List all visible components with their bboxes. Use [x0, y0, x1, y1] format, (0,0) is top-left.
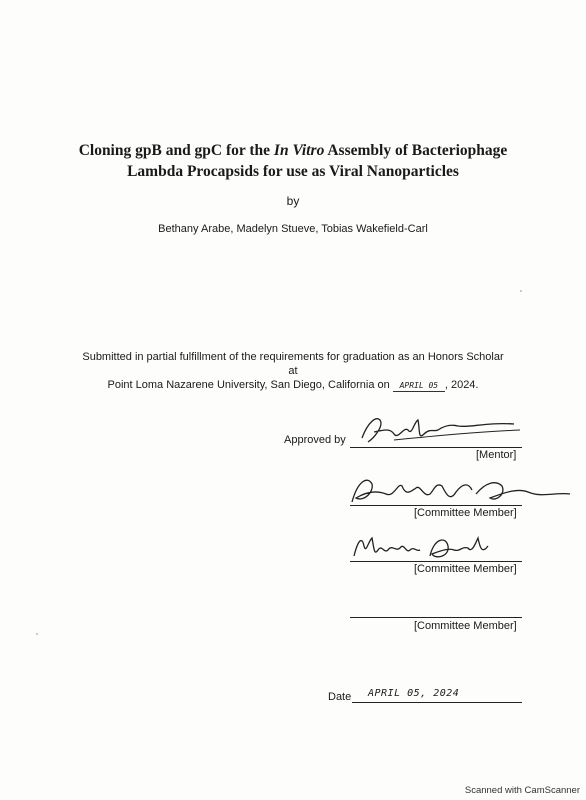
date-line	[352, 702, 522, 703]
committee-member-2-signature	[350, 532, 500, 564]
mentor-signature-line	[350, 447, 522, 448]
title-line2: Lambda Procapsids for use as Viral Nanoparticles	[127, 163, 459, 180]
submission-statement	[40, 350, 546, 392]
submission-line-2: at	[288, 365, 298, 377]
title-italic: In Vitro	[273, 142, 325, 159]
approved-by-label: Approved by	[284, 434, 346, 446]
committee-member-2-role-label: [Committee Member]	[414, 563, 517, 575]
mentor-signature	[354, 412, 524, 448]
handwritten-submission-date: APRIL 05	[393, 380, 445, 392]
scanner-watermark: Scanned with CamScanner	[464, 785, 580, 796]
committee-member-1-role-label: [Committee Member]	[414, 507, 517, 519]
handwritten-approval-date: APRIL 05, 2024	[368, 688, 460, 699]
title-part1: Cloning gpB and gpC for the	[78, 142, 274, 159]
author-list: Bethany Arabe, Madelyn Stueve, Tobias Wakefield-Carl	[158, 223, 428, 235]
scan-speck	[36, 633, 38, 635]
scan-speck	[520, 290, 522, 292]
committee-member-1-signature-line	[350, 505, 522, 506]
submission-line-1: Submitted in partial fulfillment of the requirements for graduation as an Honors Scholar	[82, 351, 504, 363]
submission-line-3-suffix: , 2024.	[444, 379, 479, 391]
mentor-role-label: [Mentor]	[476, 449, 517, 461]
committee-member-1-signature	[346, 472, 576, 512]
date-label: Date	[328, 691, 352, 703]
by-label: by	[286, 194, 300, 208]
submission-line-3-prefix: Point Loma Nazarene University, San Diego, California on	[107, 379, 390, 391]
title-part2: Assembly of Bacteriophage	[324, 142, 508, 159]
committee-member-3-role-label: [Committee Member]	[414, 620, 517, 632]
submission-line-3	[40, 378, 546, 392]
document-title	[40, 140, 546, 182]
committee-member-2-signature-line	[350, 561, 522, 562]
committee-member-3-signature-line	[350, 617, 522, 618]
